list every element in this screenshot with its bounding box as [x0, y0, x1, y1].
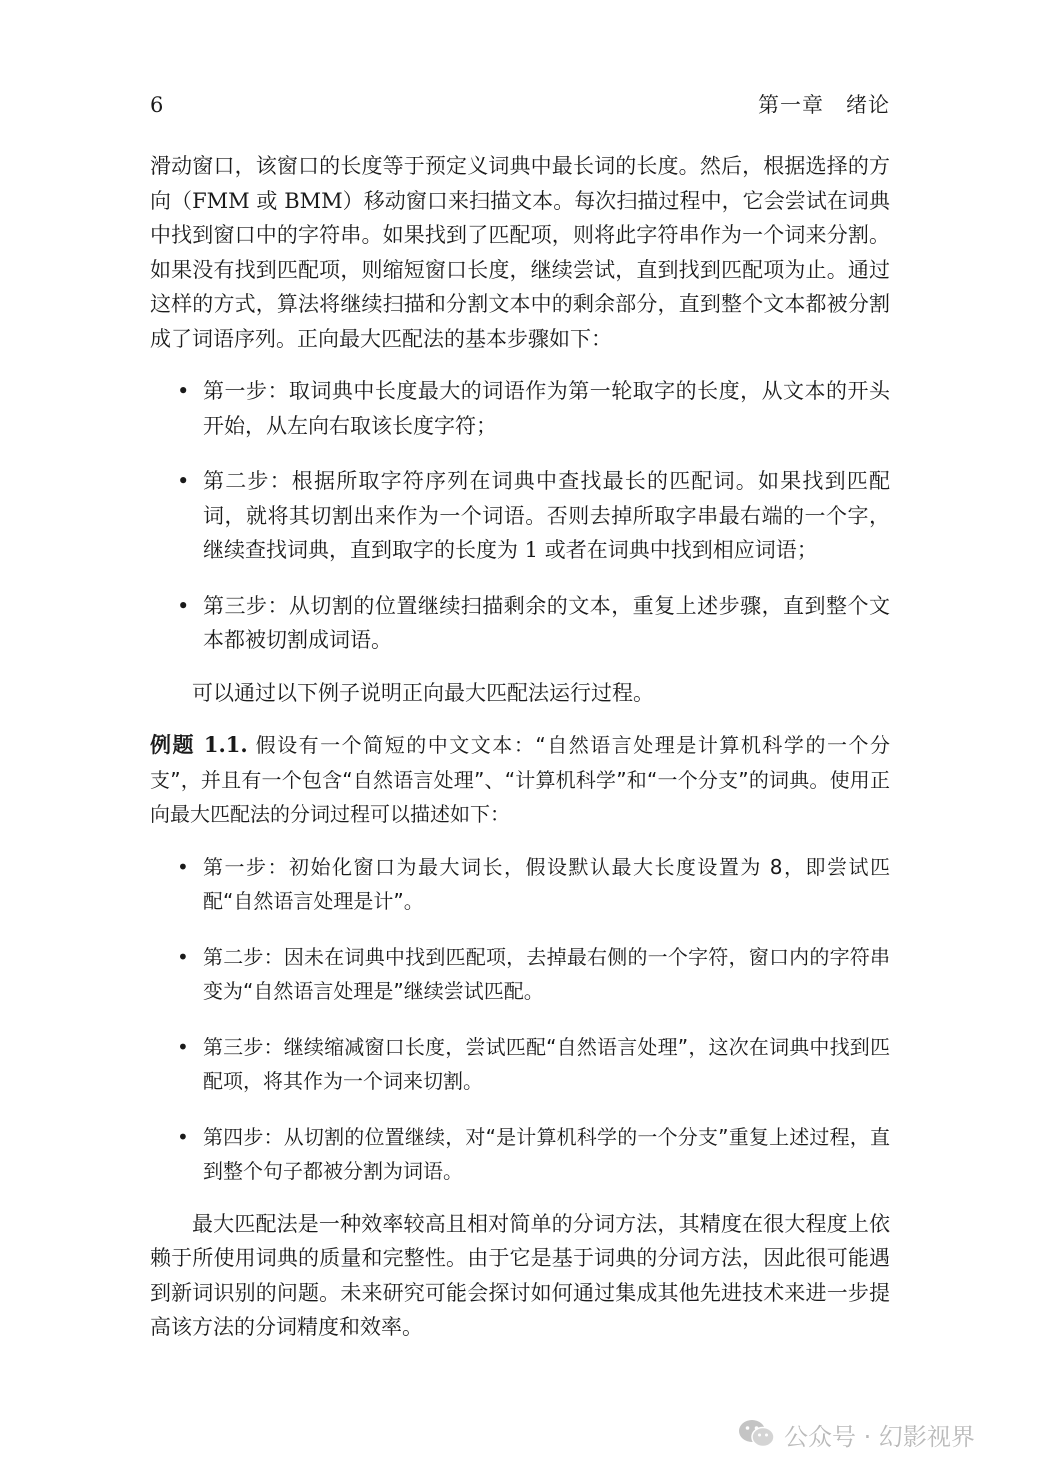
running-head [150, 88, 890, 122]
page-number: 6 [150, 93, 164, 117]
watermark-text: 公众号 · 幻影视界 [784, 1422, 975, 1451]
step-text: 第三步：从切割的位置继续扫描剩余的文本，重复上述步骤，直到整个文本都被切割成词语。 [203, 593, 890, 652]
list-item [150, 850, 890, 919]
step-text: 第二步：因未在词典中找到匹配项，去掉最右侧的一个字符，窗口内的字符串变为“自然语言处理是”继续尝试匹配。 [203, 944, 890, 1003]
bullet-icon: • [177, 944, 189, 969]
intro-paragraph: 滑动窗口，该窗口的长度等于预定义词典中最长词的长度。然后，根据选择的方向（FMM 或 BMM）移动窗口来扫描文本。每次扫描过程中，它会尝试在词典中找到窗口中的字符串。如果找到了匹配项，则将此字符串作为一个词来分割。如果没有找到匹配项，则缩短窗口长度，继续尝试，直到找到匹配项为止。通过这样的方式，算法将继续扫描和分割文本中的剩余部分，直到整个文本都被分割成了词语序列。正向最大匹配法的基本步骤如下： [150, 154, 890, 351]
bullet-icon: • [177, 379, 190, 403]
final-paragraph: 最大匹配法是一种效率较高且相对简单的分词方法，其精度在很大程度上依赖于所使用词典的质量和完整性。由于它是基于词典的分词方法，因此很可能遇到新词识别的问题。未来研究可能会探讨如何通过集成其他先进技术来进一步提高该方法的分词精度和效率。 [150, 1211, 890, 1339]
step-text: 第一步：初始化窗口为最大词长，假设默认最大长度设置为 8，即尝试匹配“自然语言处理是计”。 [203, 854, 890, 913]
example-label: 例题 1.1. [150, 732, 248, 757]
step-text: 第三步：继续缩减窗口长度，尝试匹配“自然语言处理”，这次在词典中找到匹配项，将其作为一个词来切割。 [203, 1034, 890, 1093]
step-text: 第一步：取词典中长度最大的词语作为第一轮取字的长度，从文本的开头开始，从左向右取该长度字符； [203, 379, 890, 438]
watermark [738, 1414, 975, 1454]
example-block [150, 728, 890, 832]
bullet-icon: • [177, 469, 190, 493]
bullet-icon: • [177, 593, 190, 618]
bullet-icon: • [177, 1124, 189, 1149]
bullet-icon: • [177, 854, 189, 879]
step-text: 第二步：根据所取字符序列在词典中查找最长的匹配词。如果找到匹配词，就将其切割出来作为一个词语。否则去掉所取字串最右端的一个字，继续查找词典，直到取字的长度为 1 或者在词典中找到相应词语； [203, 469, 890, 562]
example-steps-list [150, 850, 890, 1189]
list-item [150, 1030, 890, 1099]
example-text: 假设有一个简短的中文文本：“自然语言处理是计算机科学的一个分支”，并且有一个包含“自然语言处理”、“计算机科学”和“一个分支”的词典。使用正向最大匹配法的分词过程可以描述如下： [150, 733, 890, 826]
list-item [150, 940, 890, 1009]
chapter-title: 第一章 绪论 [758, 93, 890, 117]
transition-paragraph: 可以通过以下例子说明正向最大匹配法运行过程。 [192, 680, 654, 705]
algorithm-steps-list [150, 374, 890, 658]
list-item [150, 464, 890, 568]
page [150, 88, 890, 1345]
step-text: 第四步：从切割的位置继续，对“是计算机科学的一个分支”重复上述过程，直到整个句子都被分割为词语。 [203, 1124, 890, 1183]
bullet-icon: • [177, 1034, 189, 1059]
list-item [150, 374, 890, 443]
list-item [150, 1120, 890, 1189]
list-item [150, 589, 890, 658]
wechat-icon [738, 1418, 776, 1450]
